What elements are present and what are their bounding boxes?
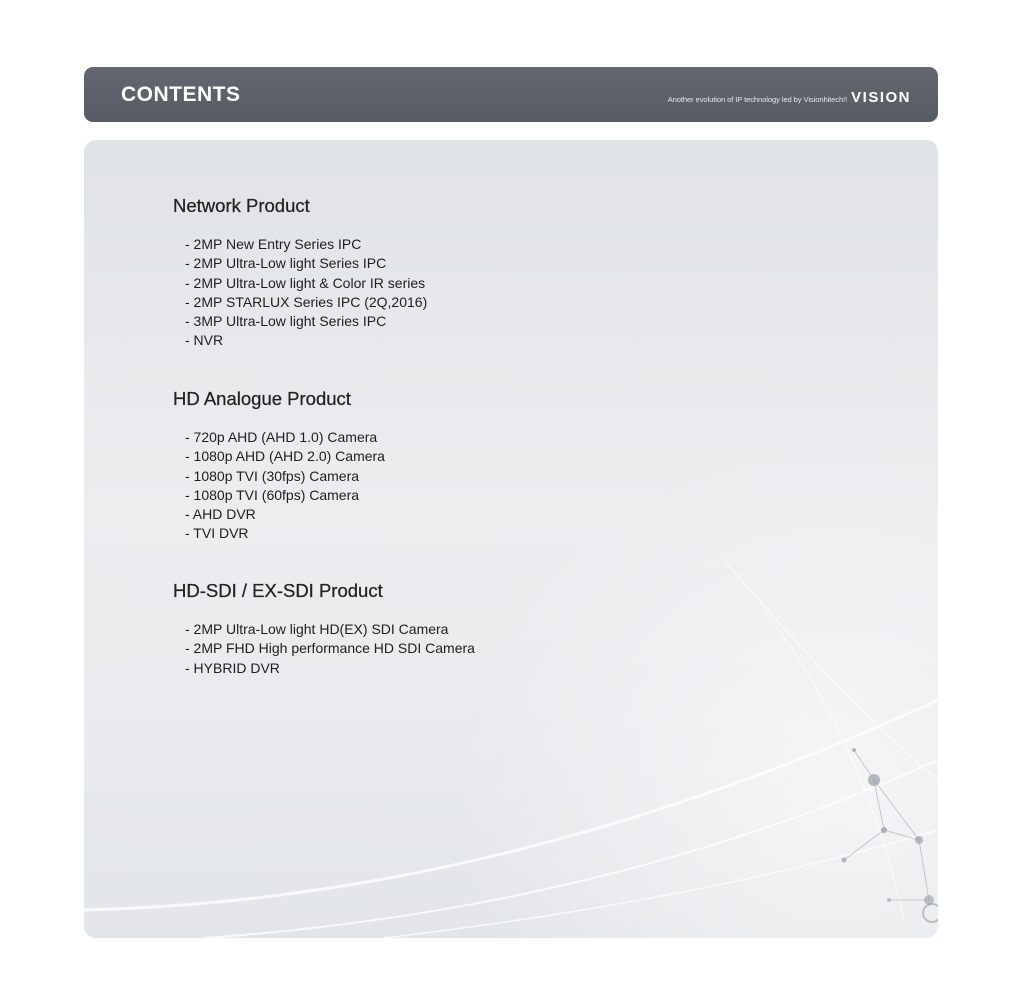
list-item: - 1080p TVI (60fps) Camera — [185, 486, 360, 503]
list-item: - 1080p AHD (AHD 2.0) Camera — [185, 448, 385, 465]
brand-logo: VISION — [851, 89, 911, 106]
section-hd-sdi-ex-sdi-product — [173, 580, 773, 676]
section-hd-analogue-product — [173, 388, 773, 542]
header-branding — [668, 89, 911, 106]
tagline: Another evolution of IP technology led by Visionhitech!! — [667, 95, 848, 104]
list-item: - NVR — [185, 332, 224, 349]
contents-panel — [84, 140, 938, 938]
list-item: - TVI DVR — [185, 525, 249, 542]
list-item: - 1080p TVI (30fps) Camera — [185, 467, 360, 484]
page-title: CONTENTS — [121, 83, 241, 106]
list-item: - 2MP Ultra-Low light HD(EX) SDI Camera — [185, 621, 449, 637]
list-item: - 2MP STARLUX Series IPC (2Q,2016) — [185, 293, 428, 310]
list-item: - 2MP FHD High performance HD SDI Camera — [185, 640, 475, 657]
list-item: - 2MP Ultra-Low light Series IPC — [185, 255, 387, 272]
list-item: - 2MP New Entry Series IPC — [185, 236, 362, 252]
section-title: Network Product — [173, 195, 310, 216]
header-bar — [84, 67, 938, 122]
list-item: - HYBRID DVR — [185, 659, 280, 676]
section-title: HD-SDI / EX-SDI Product — [173, 580, 383, 601]
item-list — [185, 428, 385, 544]
list-item: - 720p AHD (AHD 1.0) Camera — [185, 429, 378, 445]
list-item: - 2MP Ultra-Low light & Color IR series — [185, 274, 426, 291]
list-item: - 3MP Ultra-Low light Series IPC — [185, 313, 387, 330]
item-list — [185, 235, 427, 351]
section-network-product — [173, 195, 773, 349]
item-list — [185, 620, 475, 678]
section-title: HD Analogue Product — [173, 388, 351, 409]
list-item: - AHD DVR — [185, 506, 256, 523]
